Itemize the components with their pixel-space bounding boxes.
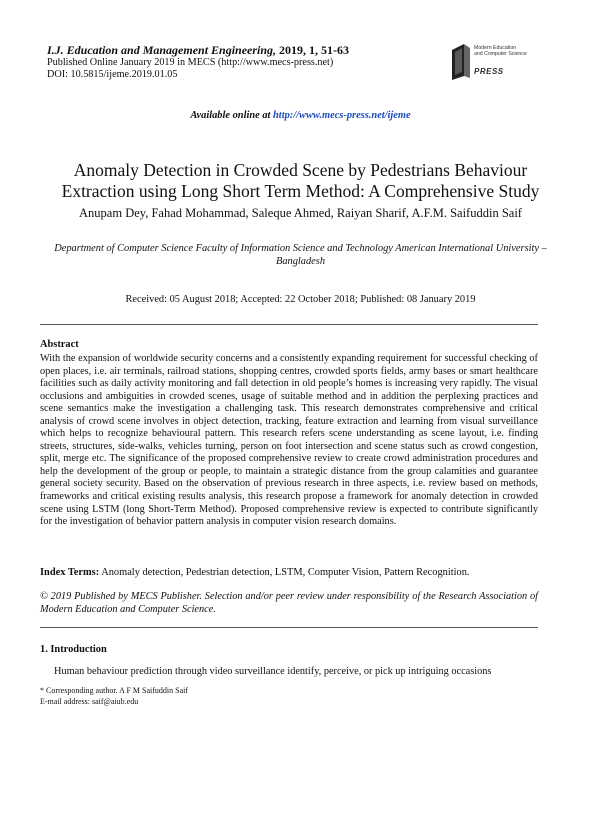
affiliation: Department of Computer Science Faculty of Information Science and Technology American International University – Bangladesh [54, 243, 547, 267]
logo-press: PRESS [474, 67, 504, 76]
journal-name: I.J. Education and Management Engineering, [47, 43, 277, 57]
intro-first-line: Human behaviour prediction through video surveillance identify, perceive, or pick up intriguing occasions [54, 666, 492, 677]
index-terms [40, 567, 560, 578]
journal-url-link[interactable]: http://www.mecs-press.net/ijeme [273, 110, 411, 121]
journal-header [47, 44, 349, 82]
copyright-notice: © 2019 Published by MECS Publisher. Selection and/or peer review under responsibility of the Research Association of Modern Education and Computer Science. [40, 591, 538, 615]
index-terms-list: Anomaly detection, Pedestrian detection, LSTM, Computer Vision, Pattern Recognition. [101, 567, 470, 578]
submission-dates: Received: 05 August 2018; Accepted: 22 October 2018; Published: 08 January 2019 [125, 294, 476, 305]
abstract-heading: Abstract [40, 339, 79, 350]
volume-info: 2019, 1, 51-63 [279, 43, 350, 57]
logo-line-1: Modern Education [474, 45, 517, 51]
section-heading: 1. Introduction [40, 644, 107, 655]
availability-line [0, 110, 601, 121]
publisher-logo [450, 40, 560, 84]
paper-title: Anomaly Detection in Crowded Scene by Pedestrians Behaviour Extraction using Long Short Term Method: A Comprehensive Study [61, 160, 540, 201]
index-terms-label: Index Terms: [40, 567, 100, 578]
email-address: E-mail address: saif@aiub.edu [40, 696, 139, 706]
doi-line: DOI: 10.5815/ijeme.2019.01.05 [47, 69, 178, 80]
logo-line-2: and Computer Science [474, 50, 527, 57]
book-stack-icon [450, 42, 474, 82]
top-divider [40, 324, 538, 325]
author-list: Anupam Dey, Fahad Mohammad, Saleque Ahmed, Raiyan Sharif, A.F.M. Saifuddin Saif [79, 206, 522, 220]
published-line: Published Online January 2019 in MECS (http://www.mecs-press.net) [47, 56, 334, 68]
footnote [40, 686, 188, 707]
corresponding-author: * Corresponding author. A F M Saifuddin Saif [40, 686, 188, 695]
bottom-divider [40, 627, 538, 628]
abstract-text: With the expansion of worldwide security concerns and a consistently expanding requirement for successful checking of open places, i.e. air terminals, railroad stations, shopping centres, crowded sports fields, army bases or smart healthcare facilities such as daily activity monitoring and fall detection in old people’s homes is increasing very rapidly. The visual occlusions and ambiguities in crowded scenes, usage of suitable method and in addition the perplexing practices and scene semantics make the investigation a challenging task. This research demonstrates comprehensive and critical analysis of crowd scene involves in object detection, tracking, feature extraction and learning from visual surveillance which helps to recognize behavioural pattern. This research refers scene understanding as scene layout, i.e. finding streets, structures, side-walks, vehicles turning, person on foot intersection and scene status such as crowd congestion, split, merge etc. The significance of the proposed comprehensive review to create crowd administration procedures and help the development of the group or people, to maintain a strategic distance from the group calamities and guarantee general society security. Based on the observation of previous research in three aspects, i.e. review based on methods, frameworks and critical existing results analysis, this research propose a framework for anomaly detection in crowded scene using LSTM (long Short-Term Method). Proposed comprehensive review is expected to contribute significantly for the investigation of behavior pattern analysis in computer vision research domains. [40, 353, 538, 528]
availability-prefix: Available online at [190, 110, 271, 121]
